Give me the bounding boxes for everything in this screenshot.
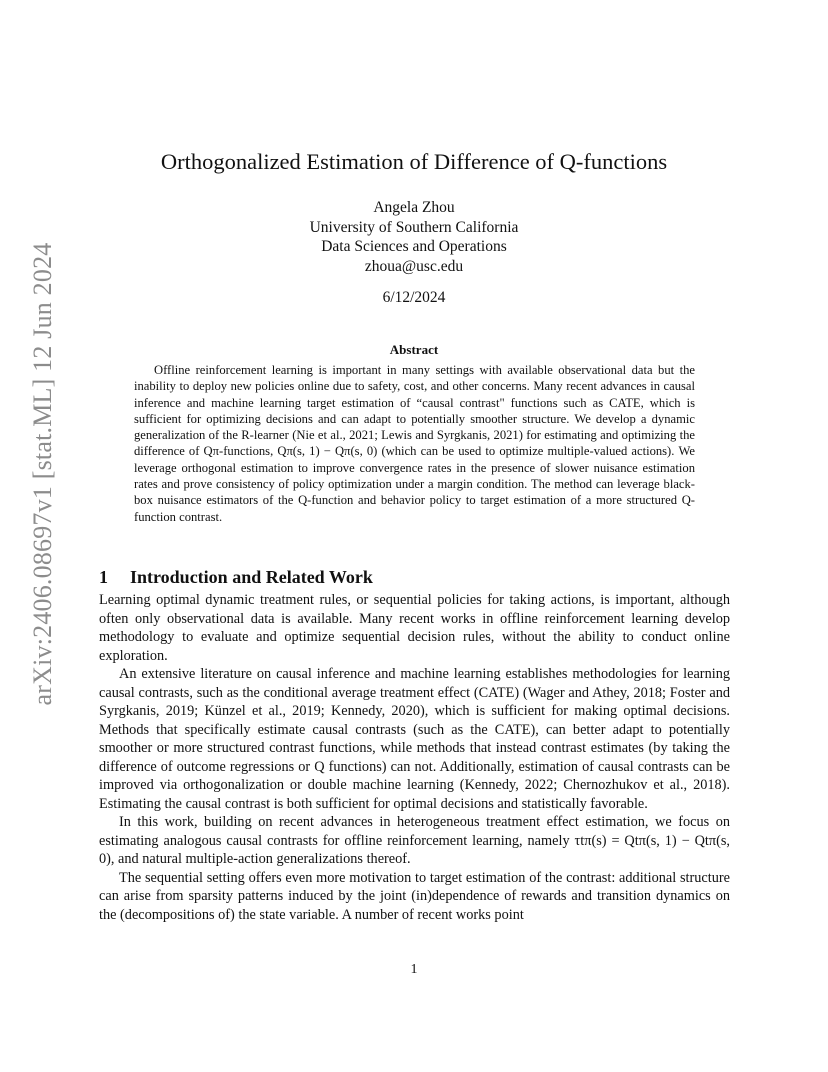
abstract-text: Offline reinforcement learning is important in many settings with available observational data but the inability to deploy new policies online due to safety, cost, and other concerns. Many recent advances in causal inference and machine learning target estimation of “causal contrast" functions such as CATE, which is sufficient for optimizing decisions and can adapt to potentially smoother structure. We develop a dynamic generalization of the R-learner (Nie et al., 2021; Lewis and Syrgkanis, 2021) for estimating and optimizing the difference of Qπ-functions, Qπ(s, 1) − Qπ(s, 0) (which can be used to optimize multiple-valued actions). We leverage orthogonal estimation to improve convergence rates in the presence of slower nuisance estimation rates and prove consistency of policy optimization under a margin condition. The method can leverage black-box nuisance estimators of the Q-function and behavior policy to target estimation of a more structured Q-function contrast. <box>134 363 695 524</box>
paragraph-3: In this work, building on recent advances in heterogeneous treatment effect estimation, we focus on estimating analogous causal contrasts for offline reinforcement learning, namely τtπ(s) = Qtπ(s, 1) − Qtπ(s, 0), and natural multiple-action generalizations thereof. <box>99 814 730 867</box>
abstract-heading: Abstract <box>389 342 439 357</box>
abstract-body <box>134 362 695 525</box>
affiliation-university: University of Southern California <box>309 218 519 236</box>
author-email: zhoua@usc.edu <box>364 257 464 275</box>
affiliation-department: Data Sciences and Operations <box>321 238 507 255</box>
section-title: Introduction and Related Work <box>130 567 373 587</box>
paragraph-2: An extensive literature on causal inference and machine learning establishes methodologies for learning causal contrasts, such as the conditional average treatment effect (CATE) (Wager and Athey, 2018; Foster and Syrgkanis, 2019; Künzel et al., 2019; Kennedy, 2020), which is sufficient for making optimal decisions. Methods that specifically estimate causal contrasts (such as the CATE), can better adapt to potentially smoother or more structured contrast functions, while methods that instead contrast estimates (by taking the difference of outcome regressions or Q functions) can not. Additionally, estimation of causal contrasts can be improved via orthogonalization or double machine learning (Kennedy, 2022; Chernozhukov et al., 2018). Estimating the causal contrast is both sufficient for optimal decisions and statistically favorable. <box>99 666 730 812</box>
author-name: Angela Zhou <box>373 199 455 216</box>
paragraph-4: The sequential setting offers even more motivation to target estimation of the contrast: additional structure can arise from sparsity patterns induced by the joint (in)dependence of rewards and transition dynamics on the (decompositions of) the state variable. A number of recent works point <box>99 869 730 923</box>
page-number: 1 <box>410 962 418 977</box>
author-block <box>0 198 828 276</box>
body-text <box>99 591 730 924</box>
section-number: 1 <box>99 567 108 587</box>
paper-date: 6/12/2024 <box>382 289 446 306</box>
arxiv-identifier: arXiv:2406.08697v1 [stat.ML] 12 Jun 2024 <box>28 242 57 706</box>
paper-title: Orthogonalized Estimation of Difference of Q-functions <box>160 149 668 174</box>
section-heading <box>99 567 373 588</box>
paragraph-1: Learning optimal dynamic treatment rules, or sequential policies for taking actions, is important, although often only observational data is available. Many recent works in offline reinforcement learning develop methodology to evaluate and optimize sequential decision rules, without the ability to conduct online exploration. <box>99 592 730 664</box>
